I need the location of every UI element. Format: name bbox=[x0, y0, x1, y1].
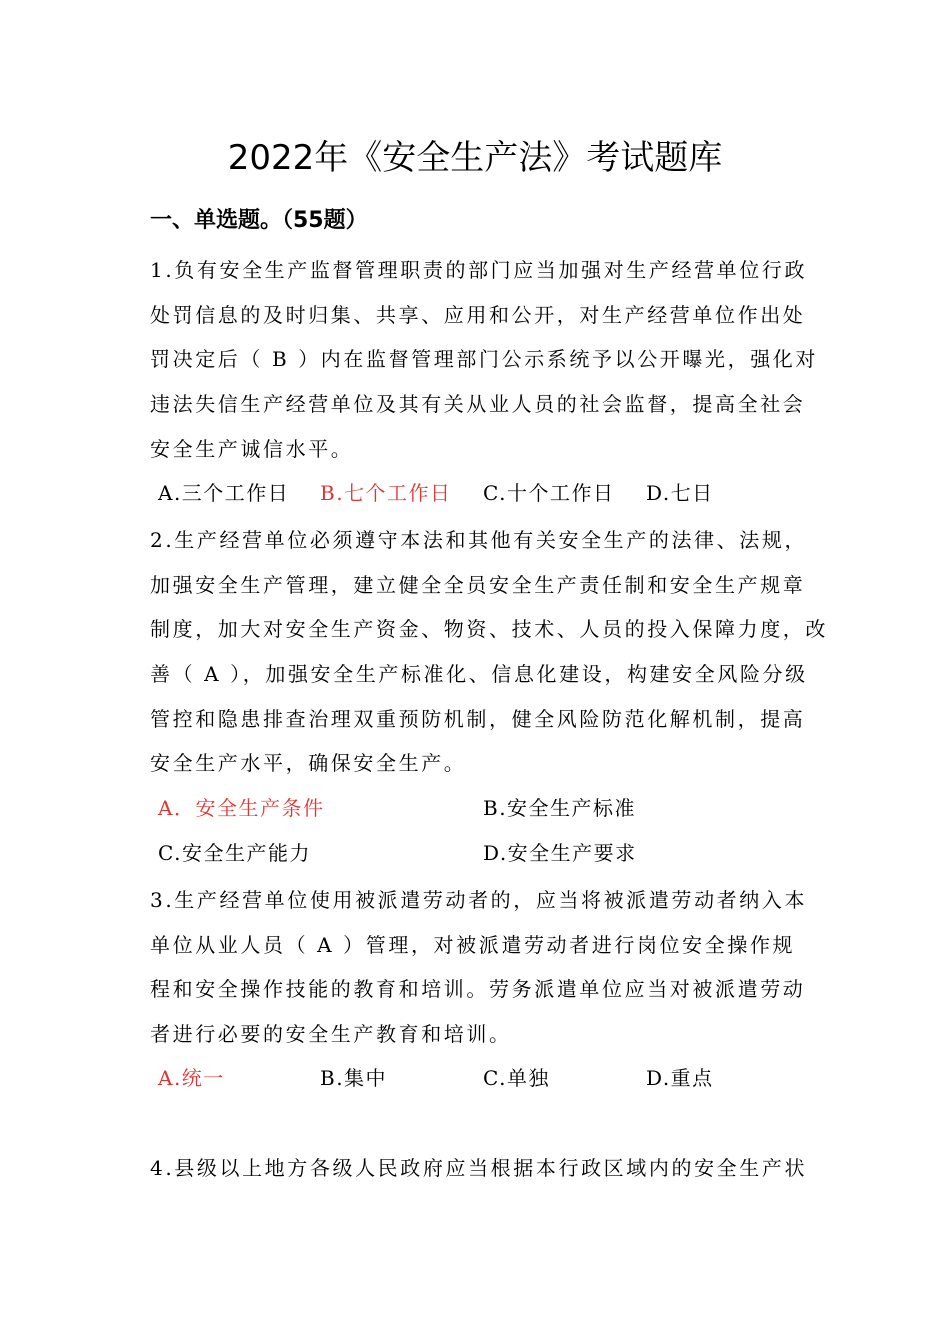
question-2-option-c: C.安全生产能力 bbox=[158, 841, 311, 865]
question-1-text bbox=[150, 248, 819, 471]
question-2-option-b: B.安全生产标准 bbox=[483, 796, 637, 820]
question-1-line: 处罚信息的及时归集、共享、应用和公开，对生产经营单位作出处 bbox=[150, 302, 806, 327]
question-1-line: 安全生产诚信水平。 bbox=[150, 436, 354, 461]
question-1-option-d: D.七日 bbox=[646, 481, 714, 505]
document-title: 2022年《安全生产法》考试题库 bbox=[227, 138, 723, 178]
question-2-line: 安全生产水平，确保安全生产。 bbox=[150, 751, 467, 776]
question-2-option-a: A．安全生产条件 bbox=[158, 796, 325, 820]
question-1-line: 1.负有安全生产监督管理职责的部门应当加强对生产经营单位行政 bbox=[150, 258, 808, 282]
question-1-option-a: A.三个工作日 bbox=[158, 481, 290, 505]
question-3-line: 3.生产经营单位使用被派遣劳动者的，应当将被派遣劳动者纳入本 bbox=[150, 888, 808, 912]
question-2-line: 管控和隐患排查治理双重预防机制，健全风险防范化解机制，提高 bbox=[150, 706, 806, 731]
question-2-line: 制度，加大对安全生产资金、物资、技术、人员的投入保障力度，改 bbox=[150, 617, 828, 642]
question-3-text bbox=[150, 878, 814, 1057]
question-2-line: 2.生产经营单位必须遵守本法和其他有关安全生产的法律、法规， bbox=[150, 528, 808, 552]
question-3-option-c: C.单独 bbox=[483, 1066, 550, 1090]
question-3-option-a: A.统一 bbox=[158, 1066, 225, 1090]
question-4-text bbox=[150, 1146, 814, 1191]
question-1-line: 罚决定后（ B ）内在监督管理部门公示系统予以公开曝光，强化对 bbox=[150, 347, 819, 372]
question-2-text bbox=[150, 518, 828, 786]
question-4-line: 4.县级以上地方各级人民政府应当根据本行政区域内的安全生产状 bbox=[150, 1156, 808, 1180]
question-3-line: 者进行必要的安全生产教育和培训。 bbox=[150, 1022, 512, 1047]
question-3-option-b: B.集中 bbox=[320, 1066, 388, 1090]
question-2-option-d: D.安全生产要求 bbox=[483, 841, 637, 865]
question-1-option-c: C.十个工作日 bbox=[483, 481, 615, 505]
question-3-line: 程和安全操作技能的教育和培训。劳务派遣单位应当对被派遣劳动 bbox=[150, 977, 806, 1002]
question-2-line: 加强安全生产管理，建立健全全员安全生产责任制和安全生产规章 bbox=[150, 572, 806, 597]
question-1-option-b: B.七个工作日 bbox=[320, 481, 452, 505]
question-2-line: 善（ A ），加强安全生产标准化、信息化建设，构建安全风险分级 bbox=[150, 662, 808, 687]
question-1-line: 违法失信生产经营单位及其有关从业人员的社会监督，提高全社会 bbox=[150, 392, 806, 417]
question-3-line: 单位从业人员（ A ）管理，对被派遣劳动者进行岗位安全操作规 bbox=[150, 932, 796, 957]
section-heading: 一、单选题。（55题） bbox=[150, 208, 368, 233]
question-3-option-d: D.重点 bbox=[646, 1066, 714, 1090]
